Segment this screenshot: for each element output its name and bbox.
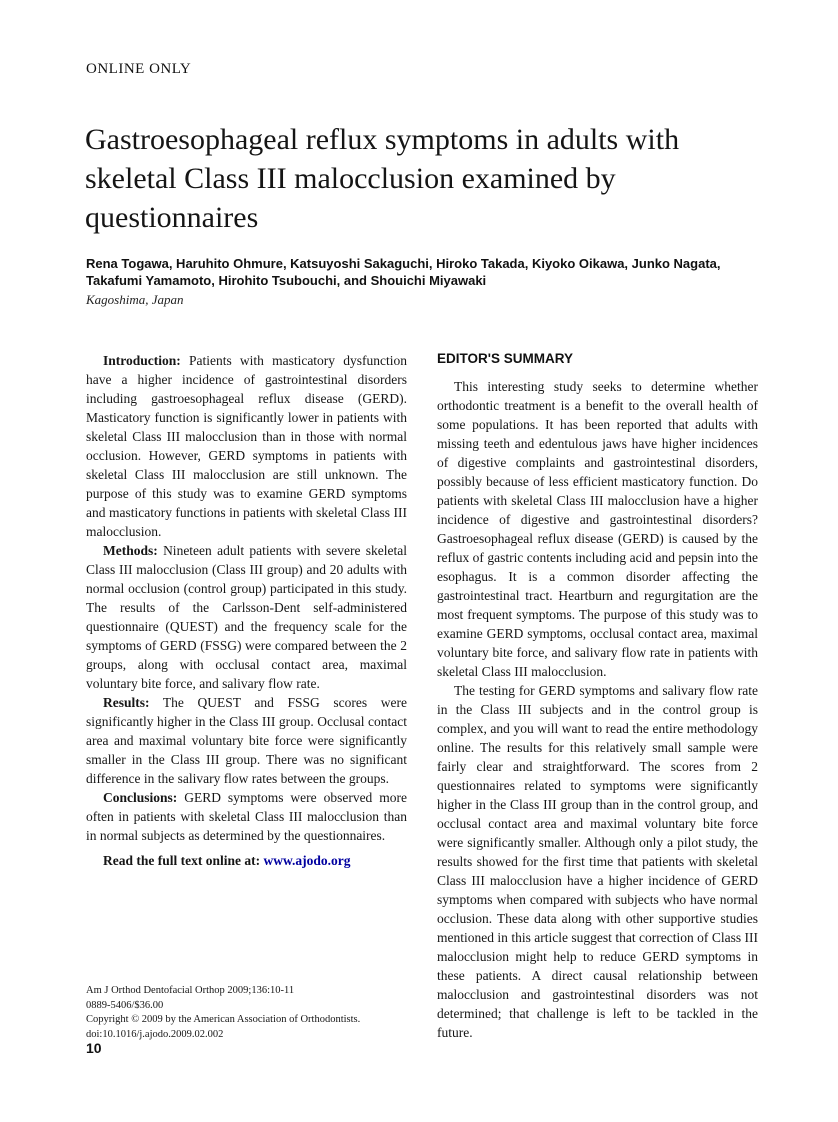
editor-summary-paragraph-1: This interesting study seeks to determine whether orthodontic treatment is a benefit to the overall health of some populations. It has been reported that adults with missing teeth and edentulous jaws have higher incidences of digestive complaints and gastrointestinal disorders, possibly because of less efficient masticatory function. Do patients with skeletal Class III malocclusion have a higher incidence of digestive and gastrointestinal disorders? Gastroesophageal reflux disease (GERD) is caused by the reflux of gastric contents including acid and pepsin into the esophagus. It is a common disorder affecting the gastrointestinal tract. Heartburn and regurgitation are the most frequent symptoms. The purpose of this study was to examine GERD symptoms, occlusal contact area, maximal voluntary bite force, and salivary flow rate in patients with skeletal Class III malocclusion.: [437, 379, 758, 679]
online-only-kicker: ONLINE ONLY: [86, 61, 192, 77]
two-column-body: [86, 351, 758, 1042]
editor-summary-column: [437, 351, 758, 1042]
affiliation: Kagoshima, Japan: [86, 292, 184, 307]
paragraph-label-conclusions: Conclusions:: [103, 790, 178, 805]
authors-line: Rena Togawa, Haruhito Ohmure, Katsuyoshi Sakaguchi, Hiroko Takada, Kiyoko Oikawa, Junko Nagata, Takafumi Yamamoto, Hirohito Tsubouchi, and Shouichi Miyawaki: [86, 256, 721, 288]
editor-summary-heading: EDITOR'S SUMMARY: [437, 351, 573, 366]
paragraph-label-results: Results:: [103, 695, 150, 710]
footnote-block: [86, 984, 446, 1042]
abstract-paragraph-methods: [86, 541, 407, 693]
paragraph-text-introduction: Patients with masticatory dysfunction have a higher incidence of gastrointestinal disorders including gastroesophageal reflux disease (GERD). Masticatory function is significantly lower in patients with skeletal Class III malocclusion than in those with normal occlusion. However, GERD symptoms in patients with skeletal Class III malocclusion are still unknown. The purpose of this study was to examine GERD symptoms and masticatory functions in patients with skeletal Class III malocclusion.: [86, 353, 407, 539]
footnote-doi: doi:10.1016/j.ajodo.2009.02.002: [86, 1028, 224, 1040]
paragraph-text-conclusions: GERD symptoms were observed more often in patients with skeletal Class III malocclusion than in normal subjects as determined by the questionnaires.: [86, 790, 407, 843]
read-online-label: Read the full text online at:: [103, 853, 261, 868]
abstract-paragraph-results: [86, 693, 407, 788]
article-title: Gastroesophageal reflux symptoms in adults with skeletal Class III malocclusion examined by questionnaires: [85, 123, 680, 234]
ajodo-link[interactable]: www.ajodo.org: [263, 853, 351, 868]
paragraph-text-results: The QUEST and FSSG scores were significantly higher in the Class III group. Occlusal contact area and maximal voluntary bite force were significantly smaller in the Class III group. There was no significant difference in the salivary flow rates between the groups.: [86, 695, 407, 786]
paragraph-label-methods: Methods:: [103, 543, 158, 558]
paragraph-label-introduction: Introduction:: [103, 353, 181, 368]
paragraph-text-methods: Nineteen adult patients with severe skeletal Class III malocclusion (Class III group) and 20 adults with normal occlusion (control group) participated in this study. The results of the Carlsson-Dent self-administered questionnaire (QUEST) and the frequency scale for the symptoms of GERD (FSSG) were compared between the 2 groups, along with occlusal contact area, maximal voluntary bite force, and salivary flow rate.: [86, 543, 408, 691]
abstract-column: [86, 351, 407, 1042]
footnote-copyright: Copyright © 2009 by the American Association of Orthodontists.: [86, 1014, 361, 1025]
editor-summary-paragraph-2: The testing for GERD symptoms and salivary flow rate in the Class III subjects and in the control group is complex, and you will want to read the entire methodology online. The results for this relatively small sample were fairly clear and straightforward. The scores from 2 questionnaires related to symptoms were significantly higher in the Class III group than in the control group, and occlusal contact area and maximal voluntary bite force were significantly smaller. Although only a pilot study, the results showed for the first time that patients with skeletal Class III malocclusion have a higher incidence of GERD symptoms when compared with subjects who have normal occlusion. These data along with other supportive studies mentioned in this article suggest that correction of Class III malocclusion might help to reduce GERD symptoms in these patients. A direct causal relationship between malocclusion and gastrointestinal disorders was not determined; that challenge is left to be tackled in the future.: [437, 683, 758, 1040]
footnote-citation: Am J Orthod Dentofacial Orthop 2009;136:10-11: [86, 985, 295, 996]
page-number: 10: [86, 1040, 102, 1056]
abstract-paragraph-conclusions: [86, 788, 407, 845]
abstract-paragraph-introduction: [86, 351, 407, 541]
read-online-line: [86, 851, 407, 870]
footnote-issn-price: 0889-5406/$36.00: [86, 999, 164, 1011]
